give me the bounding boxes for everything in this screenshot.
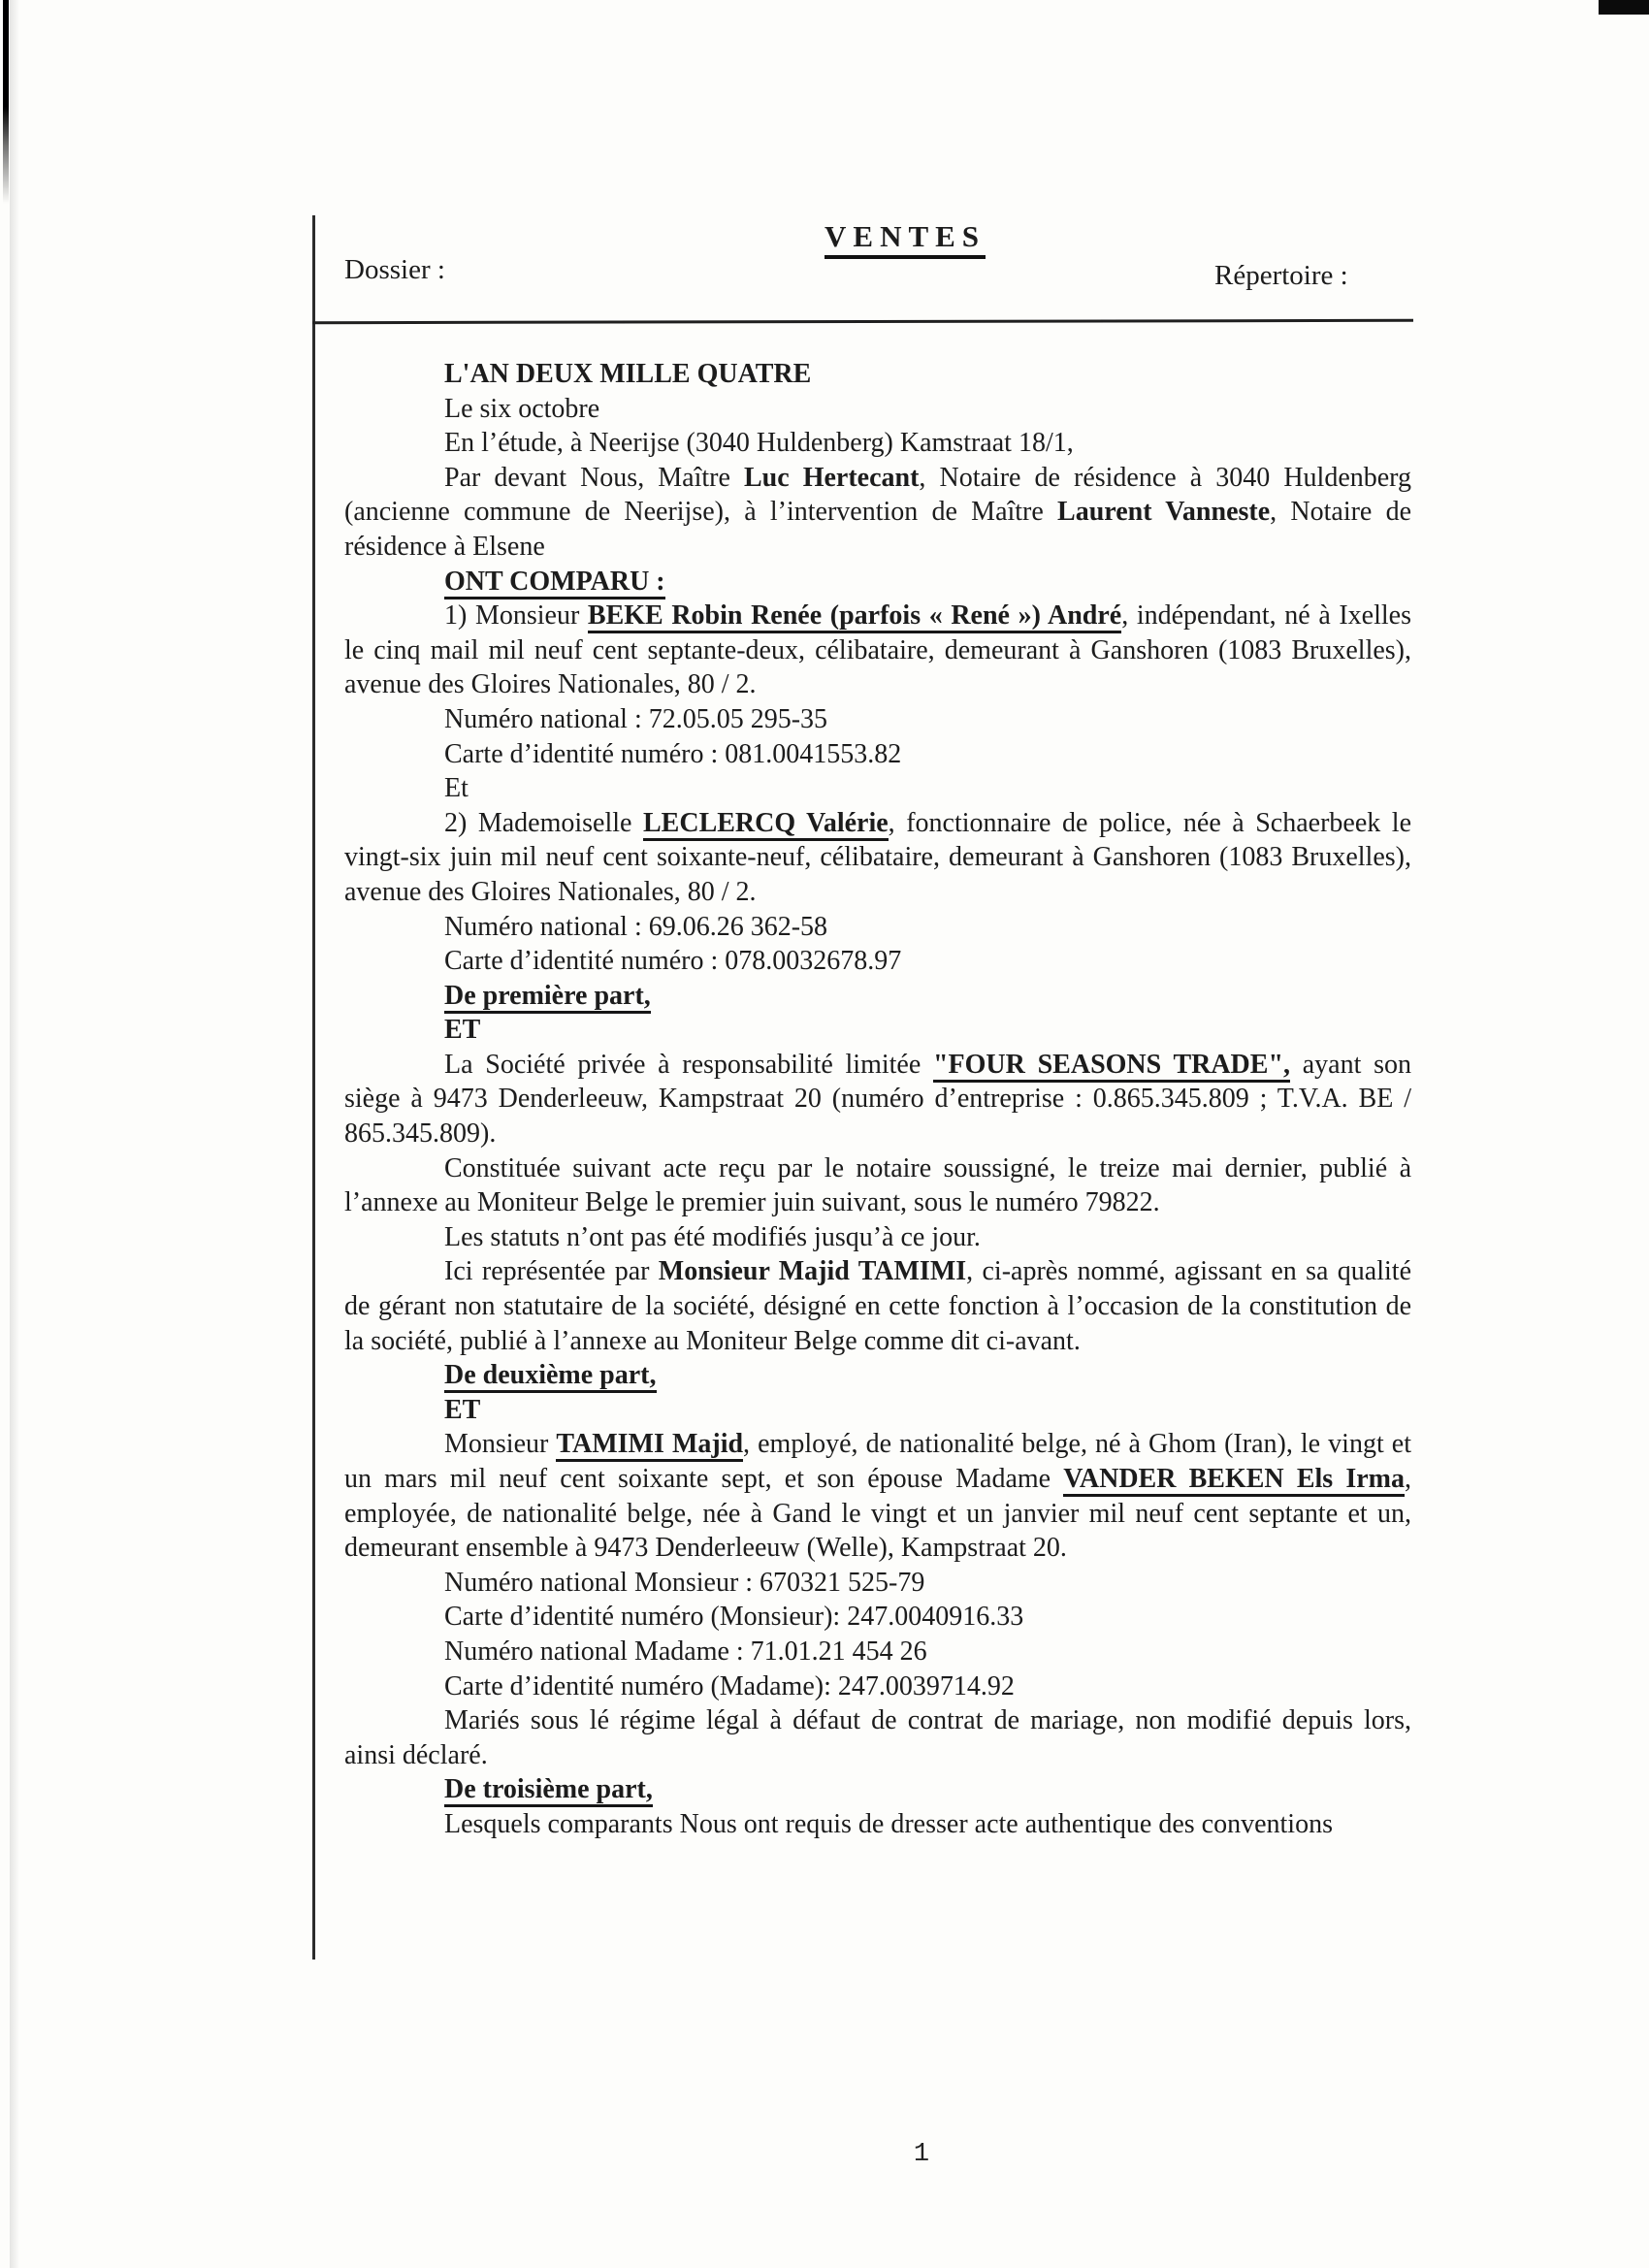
text-run: Carte d’identité numéro : 078.0032678.97 [444, 946, 902, 977]
paragraph-4 [344, 461, 1411, 565]
paragraph-21 [344, 1427, 1411, 1565]
paragraph-20 [344, 1393, 1411, 1428]
repertoire-label: Répertoire : [1214, 260, 1348, 291]
text-run: LECLERCQ Valérie [643, 808, 889, 841]
scan-artifact-top-right-corner [1599, 0, 1649, 15]
deed-body-text [344, 357, 1411, 1842]
text-run: , employée, de nationalité belge, née à Gand le vingt et un janvier mil neuf cent septante et un, demeurant ensemble à 9473 Denderleeuw (Welle), Kampstraat 20. [344, 1464, 1411, 1564]
paragraph-10 [344, 806, 1411, 910]
text-run: , fonctionnaire de police, née à Schaerbeek le vingt-six juin mil neuf cent soixante-neuf, célibataire, demeurant à Ganshoren (1083 Bruxelles), avenue des Gloires Nationales, 80 / 2. [344, 807, 1411, 907]
text-run: ET [444, 1394, 481, 1425]
text-run: Carte d’identité numéro : 081.0041553.82 [444, 738, 902, 769]
text-run: VANDER BEKEN Els Irma [1063, 1464, 1405, 1497]
text-run: Constituée suivant acte reçu par le notaire soussigné, le treize mai dernier, publié à l’annexe au Moniteur Belge le premier juin suivant, sous le numéro 79822. [344, 1152, 1411, 1218]
paragraph-22 [344, 1566, 1411, 1601]
text-run: ONT COMPARU : [444, 567, 665, 599]
text-run: Numéro national Monsieur : 670321 525-79 [444, 1567, 925, 1598]
text-run: ayant son siège à 9473 Denderleeuw, Kampstraat 20 (numéro d’entreprise : 0.865.345.809 ; T.V.A. BE / 865.345.809). [344, 1049, 1411, 1150]
text-run: Les statuts n’ont pas été modifiés jusqu’à ce jour. [444, 1221, 981, 1252]
paragraph-11 [344, 910, 1411, 945]
text-run: , Notaire de résidence à 3040 Huldenberg (ancienne commune de Neerijse), à l’intervention de Maître [344, 462, 1411, 528]
text-run: BEKE Robin Renée (parfois « René ») André [588, 600, 1121, 633]
paragraph-2 [344, 392, 1411, 427]
paragraph-13 [344, 979, 1411, 1014]
text-run: De première part, [444, 981, 651, 1014]
paragraph-16 [344, 1151, 1411, 1220]
paragraph-23 [344, 1600, 1411, 1635]
text-run: Monsieur Majid TAMIMI [658, 1256, 967, 1287]
text-run: En l’étude, à Neerijse (3040 Huldenberg) Kamstraat 18/1, [444, 428, 1074, 459]
paragraph-9 [344, 771, 1411, 806]
text-run: , employé, de nationalité belge, né à Ghom (Iran), le vingt et un mars mil neuf cent soixante sept, et son épouse Madame [344, 1429, 1411, 1494]
text-run: ET [444, 1015, 481, 1046]
paragraph-18 [344, 1254, 1411, 1358]
paragraph-12 [344, 944, 1411, 979]
header-divider [312, 319, 1413, 324]
paragraph-14 [344, 1013, 1411, 1048]
text-run: Numéro national Madame : 71.01.21 454 26 [444, 1636, 927, 1667]
paragraph-7 [344, 702, 1411, 737]
paragraph-1 [344, 357, 1411, 392]
text-run: Carte d’identité numéro (Madame): 247.0039714.92 [444, 1670, 1015, 1701]
paragraph-6 [344, 599, 1411, 702]
text-run: Laurent Vanneste [1057, 497, 1271, 528]
text-run: 2) Mademoiselle [444, 807, 643, 838]
scan-artifact-left-edge-line [3, 0, 9, 204]
left-margin-rule [312, 215, 315, 1960]
text-run: , Notaire de résidence à Elsene [344, 497, 1412, 562]
scan-artifact-left-streak [10, 0, 19, 2268]
paragraph-8 [344, 737, 1411, 772]
paragraph-17 [344, 1220, 1411, 1255]
paragraph-28 [344, 1807, 1411, 1842]
text-run: TAMIMI Majid [556, 1429, 743, 1462]
text-run: Par devant Nous, Maître [444, 462, 744, 493]
page-number: 1 [913, 2140, 930, 2169]
text-run: La Société privée à responsabilité limitée [444, 1049, 933, 1080]
paragraph-15 [344, 1048, 1411, 1151]
text-run: Ici représentée par [444, 1256, 659, 1287]
dossier-label: Dossier : [344, 254, 445, 285]
text-run: , ci-après nommé, agissant en sa qualité de gérant non statutaire de la société, désigné en cette fonction à l’occasion de la constitution de la société, publié à l’annexe au Moniteur Belge comme dit ci-avant. [344, 1256, 1411, 1356]
text-run: Mariés sous lé régime légal à défaut de contrat de mariage, non modifié depuis lors, ainsi déclaré. [344, 1705, 1411, 1770]
text-run: Numéro national : 69.06.26 362-58 [444, 911, 828, 942]
paragraph-5 [344, 565, 1411, 599]
text-run: "FOUR SEASONS TRADE", [933, 1050, 1290, 1083]
document-title: VENTES [824, 219, 986, 259]
text-run: Carte d’identité numéro (Monsieur): 247.0040916.33 [444, 1602, 1024, 1633]
text-run: Lesquels comparants Nous ont requis de dresser acte authentique des conventions [444, 1808, 1333, 1839]
text-run: , indépendant, né à Ixelles le cinq mail mil neuf cent septante-deux, célibataire, demeurant à Ganshoren (1083 Bruxelles), avenue des Gloires Nationales, 80 / 2. [344, 600, 1411, 700]
text-run: Le six octobre [444, 393, 600, 424]
text-run: 1) Monsieur [444, 600, 588, 632]
paragraph-25 [344, 1669, 1411, 1704]
paragraph-3 [344, 426, 1411, 461]
paragraph-19 [344, 1358, 1411, 1393]
text-run: Luc Hertecant [743, 462, 920, 493]
text-run: Numéro national : 72.05.05 295-35 [444, 703, 828, 734]
text-run: Et [444, 773, 469, 804]
text-run: De troisième part, [444, 1774, 653, 1807]
paragraph-27 [344, 1772, 1411, 1807]
text-run: L'AN DEUX MILLE QUATRE [444, 359, 812, 389]
paragraph-24 [344, 1635, 1411, 1669]
paragraph-26 [344, 1703, 1411, 1772]
text-run: De deuxième part, [444, 1360, 657, 1393]
text-run: Monsieur [444, 1429, 557, 1460]
